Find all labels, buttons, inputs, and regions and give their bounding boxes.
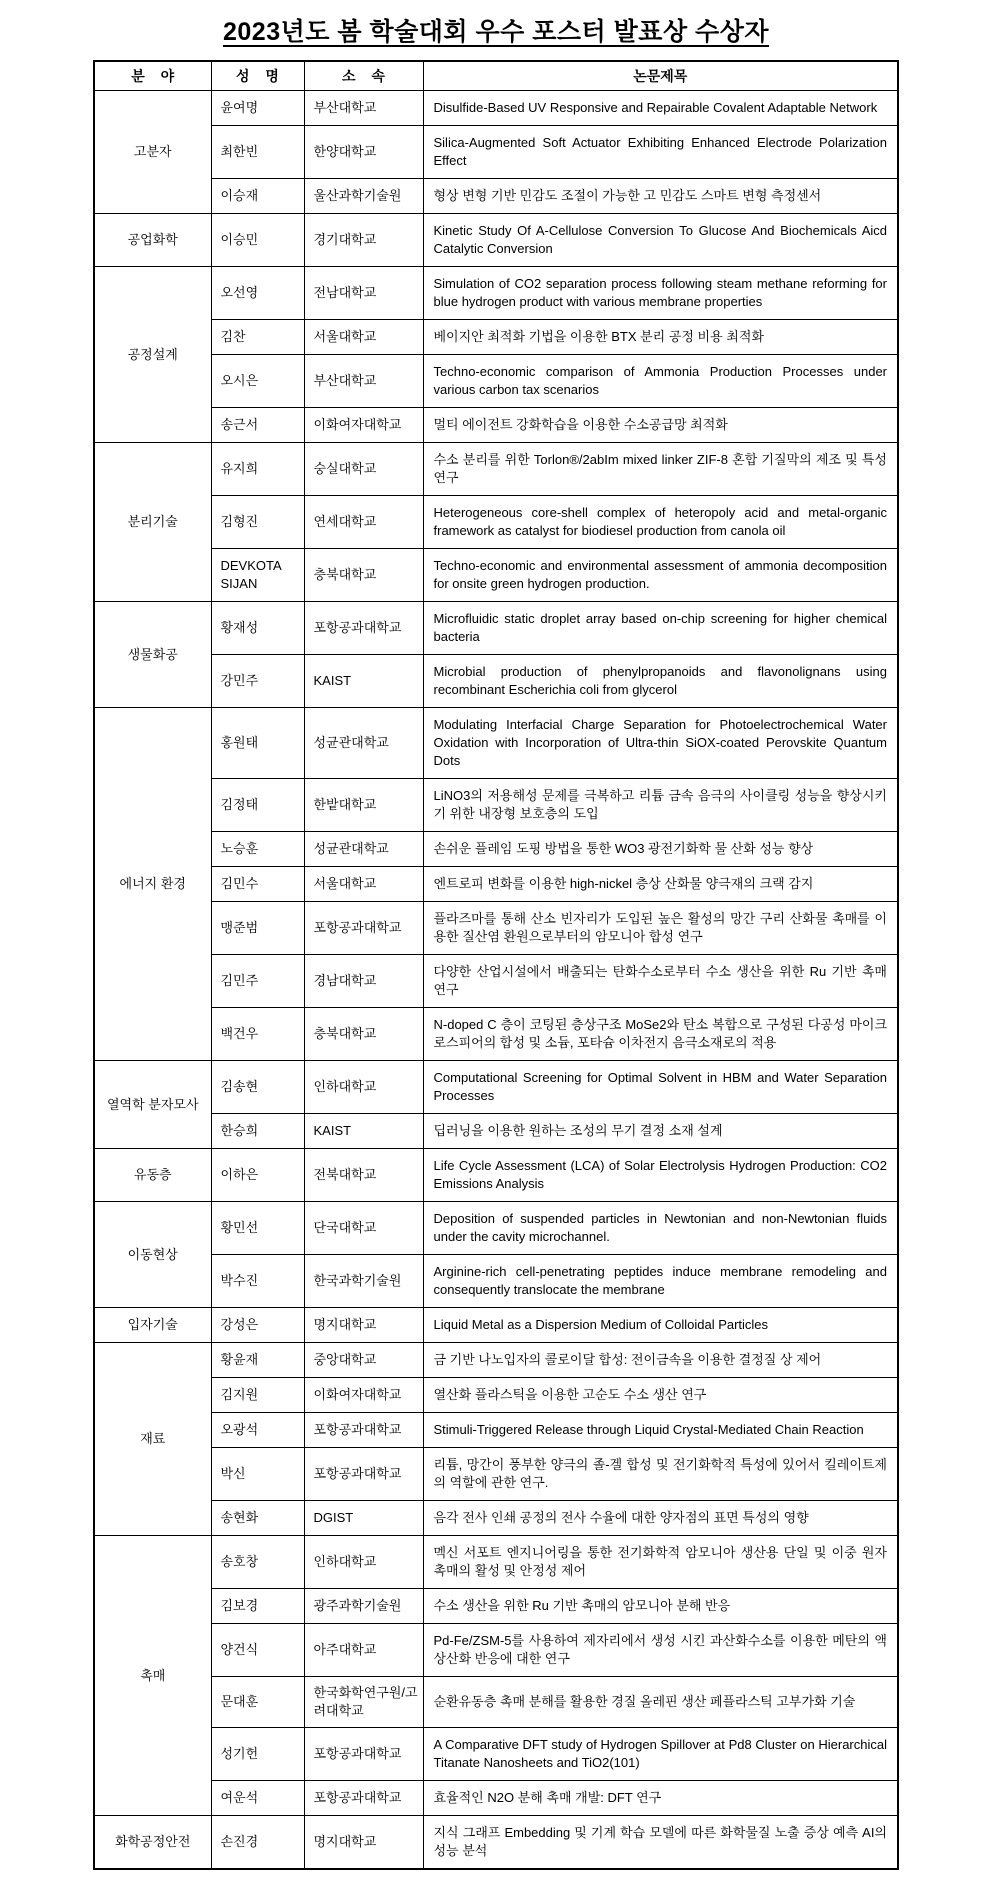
affiliation-cell: 중앙대학교 — [304, 1343, 423, 1378]
affiliation-cell: 충북대학교 — [304, 549, 423, 602]
field-cell: 열역학 분자모사 — [94, 1061, 211, 1149]
paper-title-cell: Silica-Augmented Soft Actuator Exhibiting Enhanced Electrode Polarization Effect — [423, 126, 898, 179]
name-cell: 오시은 — [211, 355, 304, 408]
paper-title-cell: 멕신 서포트 엔지니어링을 통한 전기화학적 암모니아 생산용 단일 및 이중 원자 촉매의 활성 및 안정성 제어 — [423, 1536, 898, 1589]
affiliation-cell: KAIST — [304, 1114, 423, 1149]
table-row — [94, 832, 898, 867]
paper-title-cell: Arginine-rich cell-penetrating peptides induce membrane remodeling and consequently translocate the membrane — [423, 1255, 898, 1308]
table-row — [94, 1378, 898, 1413]
table-row — [94, 267, 898, 320]
name-cell: 강성은 — [211, 1308, 304, 1343]
awards-table-body — [94, 91, 898, 1870]
table-row — [94, 408, 898, 443]
name-cell: 이승민 — [211, 214, 304, 267]
table-row — [94, 955, 898, 1008]
paper-title-cell: 다양한 산업시설에서 배출되는 탄화수소로부터 수소 생산을 위한 Ru 기반 촉매 연구 — [423, 955, 898, 1008]
affiliation-cell: 한양대학교 — [304, 126, 423, 179]
table-row — [94, 602, 898, 655]
table-row — [94, 1589, 898, 1624]
affiliation-cell: 부산대학교 — [304, 355, 423, 408]
affiliation-cell: 서울대학교 — [304, 320, 423, 355]
name-cell: 오광석 — [211, 1413, 304, 1448]
table-row — [94, 1255, 898, 1308]
table-row — [94, 1413, 898, 1448]
table-row — [94, 1677, 898, 1728]
paper-title-cell: LiNO3의 저용해성 문제를 극복하고 리튬 금속 음극의 사이클링 성능을 향상시키기 위한 내장형 보호층의 도입 — [423, 779, 898, 832]
name-cell: 노승훈 — [211, 832, 304, 867]
table-row — [94, 1343, 898, 1378]
header-affiliation: 소 속 — [304, 61, 423, 91]
table-row — [94, 1149, 898, 1202]
paper-title-cell: Techno-economic and environmental assessment of ammonia decomposition for onsite green hydrogen production. — [423, 549, 898, 602]
affiliation-cell: 숭실대학교 — [304, 443, 423, 496]
affiliation-cell: 인하대학교 — [304, 1061, 423, 1114]
name-cell: 김지원 — [211, 1378, 304, 1413]
affiliation-cell: DGIST — [304, 1501, 423, 1536]
affiliation-cell: 이화여자대학교 — [304, 1378, 423, 1413]
name-cell: 황재성 — [211, 602, 304, 655]
field-cell: 생물화공 — [94, 602, 211, 708]
paper-title-cell: 멀티 에이전트 강화학습을 이용한 수소공급망 최적화 — [423, 408, 898, 443]
paper-title-cell: 리튬, 망간이 풍부한 양극의 졸-겔 합성 및 전기화학적 특성에 있어서 킬레이트제의 역할에 관한 연구. — [423, 1448, 898, 1501]
table-row — [94, 1202, 898, 1255]
name-cell: 홍원태 — [211, 708, 304, 779]
affiliation-cell: 성균관대학교 — [304, 832, 423, 867]
name-cell: 성기헌 — [211, 1728, 304, 1781]
affiliation-cell: 인하대학교 — [304, 1536, 423, 1589]
affiliation-cell: 울산과학기술원 — [304, 179, 423, 214]
header-row — [94, 61, 898, 91]
paper-title-cell: 음각 전사 인쇄 공정의 전사 수율에 대한 양자점의 표면 특성의 영향 — [423, 1501, 898, 1536]
table-row — [94, 126, 898, 179]
paper-title-cell: Stimuli-Triggered Release through Liquid Crystal-Mediated Chain Reaction — [423, 1413, 898, 1448]
affiliation-cell: 한밭대학교 — [304, 779, 423, 832]
table-row — [94, 1114, 898, 1149]
field-cell: 화학공정안전 — [94, 1816, 211, 1870]
table-row — [94, 1061, 898, 1114]
affiliation-cell: 전남대학교 — [304, 267, 423, 320]
name-cell: 송현화 — [211, 1501, 304, 1536]
name-cell: 유지희 — [211, 443, 304, 496]
paper-title-cell: Modulating Interfacial Charge Separation for Photoelectrochemical Water Oxidation with Incorporation of Ultra-thin SiOX-coated Perovskite Quantum Dots — [423, 708, 898, 779]
paper-title-cell: 플라즈마를 통해 산소 빈자리가 도입된 높은 활성의 망간 구리 산화물 촉매를 이용한 질산염 환원으로부터의 암모니아 합성 연구 — [423, 902, 898, 955]
name-cell: 백건우 — [211, 1008, 304, 1061]
affiliation-cell: 부산대학교 — [304, 91, 423, 126]
paper-title-cell: Kinetic Study Of A-Cellulose Conversion To Glucose And Biochemicals Aicd Catalytic Conversion — [423, 214, 898, 267]
name-cell: 김민수 — [211, 867, 304, 902]
paper-title-cell: Techno-economic comparison of Ammonia Production Processes under various carbon tax scenarios — [423, 355, 898, 408]
paper-title-cell: Microfluidic static droplet array based on-chip screening for higher chemical bacteria — [423, 602, 898, 655]
field-cell: 이동현상 — [94, 1202, 211, 1308]
name-cell: 박신 — [211, 1448, 304, 1501]
name-cell: 송근서 — [211, 408, 304, 443]
field-cell: 분리기술 — [94, 443, 211, 602]
affiliation-cell: 포항공과대학교 — [304, 1448, 423, 1501]
paper-title-cell: 지식 그래프 Embedding 및 기계 학습 모델에 따른 화학물질 노출 증상 예측 AI의 성능 분석 — [423, 1816, 898, 1870]
table-row — [94, 655, 898, 708]
table-row — [94, 1728, 898, 1781]
name-cell: 김송현 — [211, 1061, 304, 1114]
name-cell: 윤여명 — [211, 91, 304, 126]
table-row — [94, 1536, 898, 1589]
field-cell: 유동층 — [94, 1149, 211, 1202]
table-row — [94, 1008, 898, 1061]
table-row — [94, 355, 898, 408]
table-row — [94, 320, 898, 355]
name-cell: 이하은 — [211, 1149, 304, 1202]
name-cell: 맹준범 — [211, 902, 304, 955]
table-row — [94, 443, 898, 496]
affiliation-cell: 아주대학교 — [304, 1624, 423, 1677]
table-row — [94, 779, 898, 832]
affiliation-cell: 경남대학교 — [304, 955, 423, 1008]
paper-title-cell: 효율적인 N2O 분해 촉매 개발: DFT 연구 — [423, 1781, 898, 1816]
paper-title-cell: Microbial production of phenylpropanoids and flavonolignans using recombinant Escherichia coli from glycerol — [423, 655, 898, 708]
paper-title-cell: Disulfide-Based UV Responsive and Repairable Covalent Adaptable Network — [423, 91, 898, 126]
affiliation-cell: 포항공과대학교 — [304, 1413, 423, 1448]
table-row — [94, 1448, 898, 1501]
field-cell: 에너지 환경 — [94, 708, 211, 1061]
affiliation-cell: 성균관대학교 — [304, 708, 423, 779]
affiliation-cell: KAIST — [304, 655, 423, 708]
header-paper-title: 논문제목 — [423, 61, 898, 91]
paper-title-cell: Simulation of CO2 separation process following steam methane reforming for blue hydrogen product with various membrane properties — [423, 267, 898, 320]
field-cell: 촉매 — [94, 1536, 211, 1816]
paper-title-cell: 딥러닝을 이용한 원하는 조성의 무기 결정 소재 설계 — [423, 1114, 898, 1149]
paper-title-cell: 수소 생산을 위한 Ru 기반 촉매의 암모니아 분해 반응 — [423, 1589, 898, 1624]
affiliation-cell: 포항공과대학교 — [304, 902, 423, 955]
affiliation-cell: 한국과학기술원 — [304, 1255, 423, 1308]
affiliation-cell: 명지대학교 — [304, 1308, 423, 1343]
table-row — [94, 91, 898, 126]
name-cell: 황윤재 — [211, 1343, 304, 1378]
affiliation-cell: 서울대학교 — [304, 867, 423, 902]
paper-title-cell: 수소 분리를 위한 Torlon®/2abIm mixed linker ZIF-8 혼합 기질막의 제조 및 특성 연구 — [423, 443, 898, 496]
name-cell: 김보경 — [211, 1589, 304, 1624]
paper-title-cell: Life Cycle Assessment (LCA) of Solar Electrolysis Hydrogen Production: CO2 Emissions Analysis — [423, 1149, 898, 1202]
field-cell: 고분자 — [94, 91, 211, 214]
table-row — [94, 1624, 898, 1677]
affiliation-cell: 포항공과대학교 — [304, 602, 423, 655]
paper-title-cell: 형상 변형 기반 민감도 조절이 가능한 고 민감도 스마트 변형 측정센서 — [423, 179, 898, 214]
affiliation-cell: 명지대학교 — [304, 1816, 423, 1870]
paper-title-cell: Heterogeneous core-shell complex of heteropoly acid and metal-organic framework as catalyst for biodiesel production from canola oil — [423, 496, 898, 549]
page-title: 2023년도 봄 학술대회 우수 포스터 발표상 수상자 — [223, 18, 769, 46]
affiliation-cell: 전북대학교 — [304, 1149, 423, 1202]
name-cell: 손진경 — [211, 1816, 304, 1870]
header-field: 분 야 — [94, 61, 211, 91]
header-name: 성 명 — [211, 61, 304, 91]
affiliation-cell: 단국대학교 — [304, 1202, 423, 1255]
table-row — [94, 1308, 898, 1343]
field-cell: 공정설계 — [94, 267, 211, 443]
name-cell: 송호창 — [211, 1536, 304, 1589]
table-row — [94, 214, 898, 267]
affiliation-cell: 이화여자대학교 — [304, 408, 423, 443]
paper-title-cell: N-doped C 층이 코팅된 층상구조 MoSe2와 탄소 복합으로 구성된 다공성 마이크로스피어의 합성 및 소듐, 포타슘 이차전지 음극소재로의 적용 — [423, 1008, 898, 1061]
paper-title-cell: Pd-Fe/ZSM-5를 사용하여 제자리에서 생성 시킨 과산화수소를 이용한 메탄의 액상산화 반응에 대한 연구 — [423, 1624, 898, 1677]
table-row — [94, 496, 898, 549]
paper-title-cell: 순환유동층 촉매 분해를 활용한 경질 올레핀 생산 페플라스틱 고부가화 기술 — [423, 1677, 898, 1728]
name-cell: 오선영 — [211, 267, 304, 320]
name-cell: 문대훈 — [211, 1677, 304, 1728]
affiliation-cell: 광주과학기술원 — [304, 1589, 423, 1624]
name-cell: 이승재 — [211, 179, 304, 214]
name-cell: 여운석 — [211, 1781, 304, 1816]
name-cell: 김찬 — [211, 320, 304, 355]
name-cell: 김민주 — [211, 955, 304, 1008]
paper-title-cell: 금 기반 나노입자의 콜로이달 합성: 전이금속을 이용한 결정질 상 제어 — [423, 1343, 898, 1378]
table-row — [94, 867, 898, 902]
affiliation-cell: 경기대학교 — [304, 214, 423, 267]
name-cell: 황민선 — [211, 1202, 304, 1255]
table-row — [94, 1501, 898, 1536]
paper-title-cell: 엔트로피 변화를 이용한 high-nickel 층상 산화물 양극재의 크랙 감지 — [423, 867, 898, 902]
name-cell: 김정태 — [211, 779, 304, 832]
table-row — [94, 1781, 898, 1816]
name-cell: DEVKOTA SIJAN — [211, 549, 304, 602]
table-row — [94, 179, 898, 214]
paper-title-cell: Liquid Metal as a Dispersion Medium of Colloidal Particles — [423, 1308, 898, 1343]
paper-title-cell: 열산화 플라스틱을 이용한 고순도 수소 생산 연구 — [423, 1378, 898, 1413]
field-cell: 입자기술 — [94, 1308, 211, 1343]
table-row — [94, 549, 898, 602]
affiliation-cell: 연세대학교 — [304, 496, 423, 549]
name-cell: 김형진 — [211, 496, 304, 549]
paper-title-cell: 손쉬운 플레임 도핑 방법을 통한 WO3 광전기화학 물 산화 성능 향상 — [423, 832, 898, 867]
paper-title-cell: Computational Screening for Optimal Solvent in HBM and Water Separation Processes — [423, 1061, 898, 1114]
table-row — [94, 708, 898, 779]
paper-title-cell: Deposition of suspended particles in Newtonian and non-Newtonian fluids under the cavity microchannel. — [423, 1202, 898, 1255]
name-cell: 한승희 — [211, 1114, 304, 1149]
affiliation-cell: 충북대학교 — [304, 1008, 423, 1061]
name-cell: 최한빈 — [211, 126, 304, 179]
table-row — [94, 902, 898, 955]
paper-title-cell: 베이지안 최적화 기법을 이용한 BTX 분리 공정 비용 최적화 — [423, 320, 898, 355]
table-row — [94, 1816, 898, 1870]
paper-title-cell: A Comparative DFT study of Hydrogen Spillover at Pd8 Cluster on Hierarchical Titanate Nanosheets and TiO2(101) — [423, 1728, 898, 1781]
affiliation-cell: 포항공과대학교 — [304, 1781, 423, 1816]
affiliation-cell: 한국화학연구원/고려대학교 — [304, 1677, 423, 1728]
awards-table — [93, 60, 899, 1870]
name-cell: 강민주 — [211, 655, 304, 708]
field-cell: 공업화학 — [94, 214, 211, 267]
name-cell: 양건식 — [211, 1624, 304, 1677]
field-cell: 재료 — [94, 1343, 211, 1536]
name-cell: 박수진 — [211, 1255, 304, 1308]
affiliation-cell: 포항공과대학교 — [304, 1728, 423, 1781]
